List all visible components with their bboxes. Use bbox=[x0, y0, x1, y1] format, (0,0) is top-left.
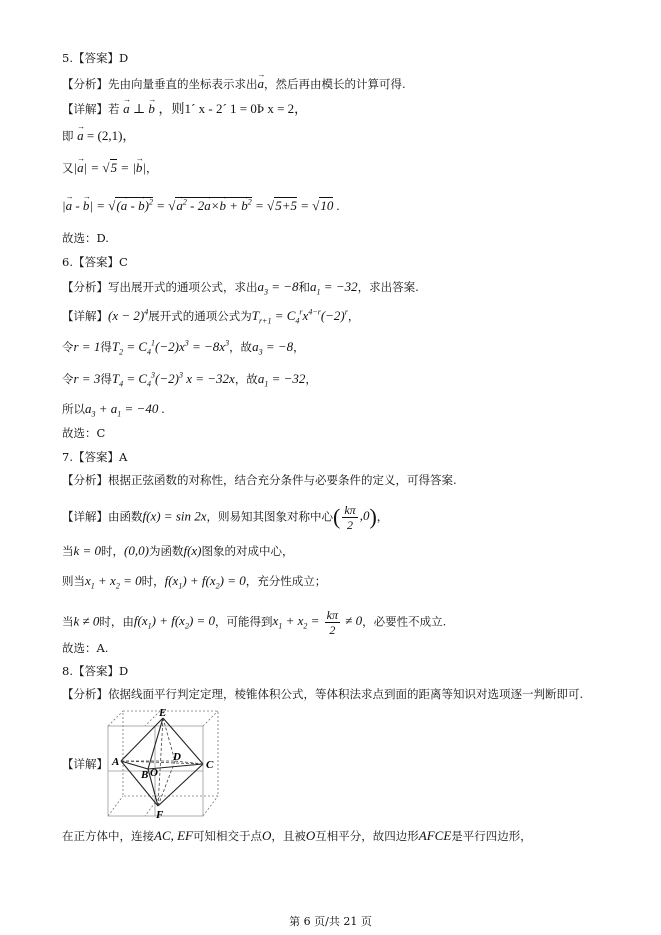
q5-choose: 故选：D. bbox=[62, 231, 109, 245]
label-d: D bbox=[173, 751, 181, 763]
label-c: C bbox=[206, 759, 214, 771]
q8-answer: 8.【答案】D bbox=[62, 664, 129, 678]
q8-last: 在正方体中，连接AC, EF可知相交于点O，且被O互相平分，故四边形AFCE是平行四边形， bbox=[62, 828, 532, 843]
q7-detail: 【详解】由函数f(x) = sin 2x，则易知其图象对称中心( $\frac{k\pi}{2}$ ,0)， bbox=[62, 503, 389, 532]
q5-detail: 【详解】若 → a ⊥ → b ，则1´ x - 2´ 1 = 0Þ x = 2， bbox=[62, 101, 307, 117]
label-o: O bbox=[150, 767, 158, 779]
q8-analysis: 【分析】依据线面平行判定定理，棱锥体积公式，等体积法求点到面的距离等知识对选项逐一判断即可. bbox=[62, 687, 584, 701]
q5-modulus: |→ a - → b| = √(→ a - → b)$^2$ = √→ $a^2 - 2\to a\times\to b$ + → $b^2 = √5+5 = √10$ . bbox=[62, 198, 340, 214]
q6-r3: 令r = 3得$T_4 = C_4^3(-2)^3$ x = −32x，故$a_1 = -32$， bbox=[62, 370, 317, 389]
q5-so: 即 → a = (2,1)， bbox=[62, 128, 135, 144]
q6-sum: 所以$a_3 + a_1 = -40$ . bbox=[62, 401, 165, 419]
label-f: F bbox=[156, 809, 164, 821]
page-footer: 第 6 页/共 21 页 bbox=[289, 915, 372, 928]
q5-answer: 5.【答案】D bbox=[62, 51, 129, 65]
q7-knonzero: 当k ≠ 0时，由$f(x_1) + f(x_2) = 0$，可能得到$x_1 + x_2$ = $\frac{k\pi}{2}$ ≠ 0，必要性不成立. bbox=[62, 608, 447, 637]
q6-choose: 故选：C bbox=[62, 426, 106, 440]
cube-octahedron-figure bbox=[103, 706, 223, 821]
q6-analysis: 【分析】写出展开式的通项公式，求出$a_3 = -8$和$a_1 = -32$，求出答案. bbox=[62, 279, 419, 297]
q7-answer: 7.【答案】A bbox=[62, 450, 128, 464]
label-b: B bbox=[141, 769, 149, 781]
q5-again: 又|→ a| = √5 = |→ b|， bbox=[62, 160, 158, 176]
q7-k0: 当k = 0时，(0,0)为函数f(x)图象的对成中心， bbox=[62, 543, 294, 558]
q6-r1: 令r = 1得$T_2 = C_4^1(-2)x^3 = -8x^3$，故$a_3 = -8$， bbox=[62, 338, 305, 357]
label-a: A bbox=[112, 756, 120, 768]
q7-choose: 故选：A. bbox=[62, 641, 109, 655]
q5-analysis: 【分析】先由向量垂直的坐标表示求出→ a，然后再由模长的计算可得. bbox=[62, 76, 406, 92]
q7-analysis: 【分析】根据正弦函数的对称性，结合充分条件与必要条件的定义，可得答案. bbox=[62, 473, 457, 487]
q7-then: 则当$x_1 + x_2 = 0$时，$f(x_1) + f(x_2) = 0$，充分性成立； bbox=[62, 573, 327, 591]
q6-detail: 【详解】$(x - 2)^4$展开式的通项公式为$T_{r+1} = C_4^rx^{4-r}(-2)^r$， bbox=[62, 307, 360, 326]
label-e: E bbox=[159, 707, 167, 719]
q8-detail-label: 【详解】 bbox=[62, 757, 108, 771]
q6-answer: 6.【答案】C bbox=[62, 255, 128, 269]
